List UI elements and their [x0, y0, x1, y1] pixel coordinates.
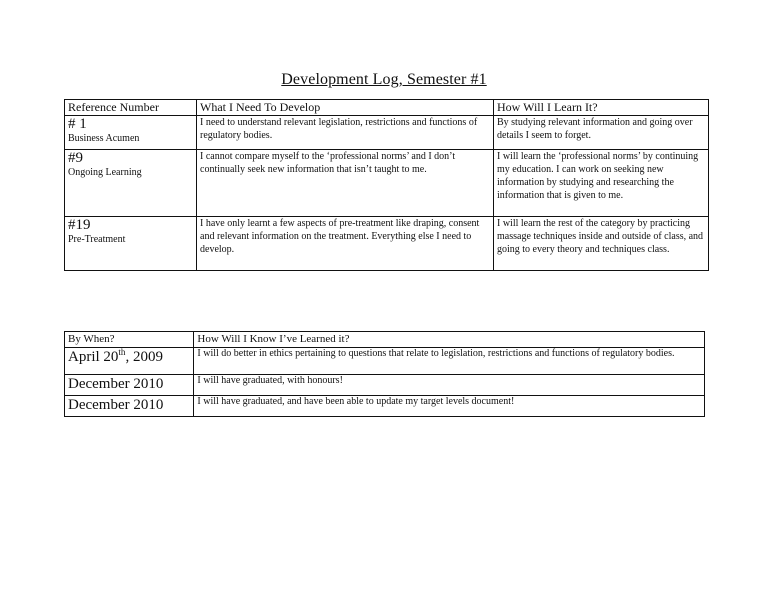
reference-cell: [65, 150, 197, 217]
table-header-row: [65, 332, 705, 348]
table-row: [65, 217, 709, 271]
when-date: April 20: [68, 349, 119, 365]
timeline-table: [64, 331, 705, 417]
when-date: December 2010: [68, 376, 164, 392]
table-row: [65, 348, 705, 375]
table-row: [65, 150, 709, 217]
header-what-to-develop: What I Need To Develop: [197, 100, 494, 116]
develop-cell: I have only learnt a few aspects of pre-treatment like draping, consent and relevant information on the treatment. Everything else I need to develop.: [197, 217, 494, 271]
when-cell: [65, 375, 194, 396]
reference-name: Pre-Treatment: [68, 234, 126, 245]
know-cell: I will have graduated, and have been able to update my target levels document!: [194, 396, 705, 417]
when-date-suffix: th: [118, 347, 126, 357]
learn-cell: I will learn the rest of the category by practicing massage techniques inside and outside of class, and going to every theory and techniques class.: [494, 217, 709, 271]
reference-number: #19: [68, 217, 91, 233]
development-needs-table: [64, 99, 709, 271]
develop-cell: I cannot compare myself to the ‘professional norms’ and I don’t continually seek new information that isn’t taught to me.: [197, 150, 494, 217]
table-row: [65, 116, 709, 150]
reference-cell: [65, 217, 197, 271]
reference-number: # 1: [68, 116, 87, 132]
reference-cell: [65, 116, 197, 150]
document-title: Development Log, Semester #1: [281, 71, 487, 88]
when-cell: [65, 348, 194, 375]
reference-number: #9: [68, 150, 83, 166]
reference-name: Business Acumen: [68, 133, 140, 144]
when-date: December 2010: [68, 397, 164, 413]
learn-cell: By studying relevant information and going over details I seem to forget.: [494, 116, 709, 150]
develop-cell: I need to understand relevant legislation, restrictions and functions of regulatory bodies.: [197, 116, 494, 150]
know-cell: I will have graduated, with honours!: [194, 375, 705, 396]
table-header-row: [65, 100, 709, 116]
know-cell: I will do better in ethics pertaining to questions that relate to legislation, restrictions and functions of regulatory bodies.: [194, 348, 705, 375]
header-by-when: By When?: [65, 332, 194, 348]
table-row: [65, 375, 705, 396]
header-how-to-learn: How Will I Learn It?: [494, 100, 709, 116]
table-row: [65, 396, 705, 417]
when-year: , 2009: [125, 349, 163, 365]
header-reference-number: Reference Number: [65, 100, 197, 116]
when-cell: [65, 396, 194, 417]
learn-cell: I will learn the ‘professional norms’ by continuing my education. I can work on seeking new information by studying and researching the information that is given to me.: [494, 150, 709, 217]
header-how-will-i-know: How Will I Know I’ve Learned it?: [194, 332, 705, 348]
reference-name: Ongoing Learning: [68, 167, 142, 178]
